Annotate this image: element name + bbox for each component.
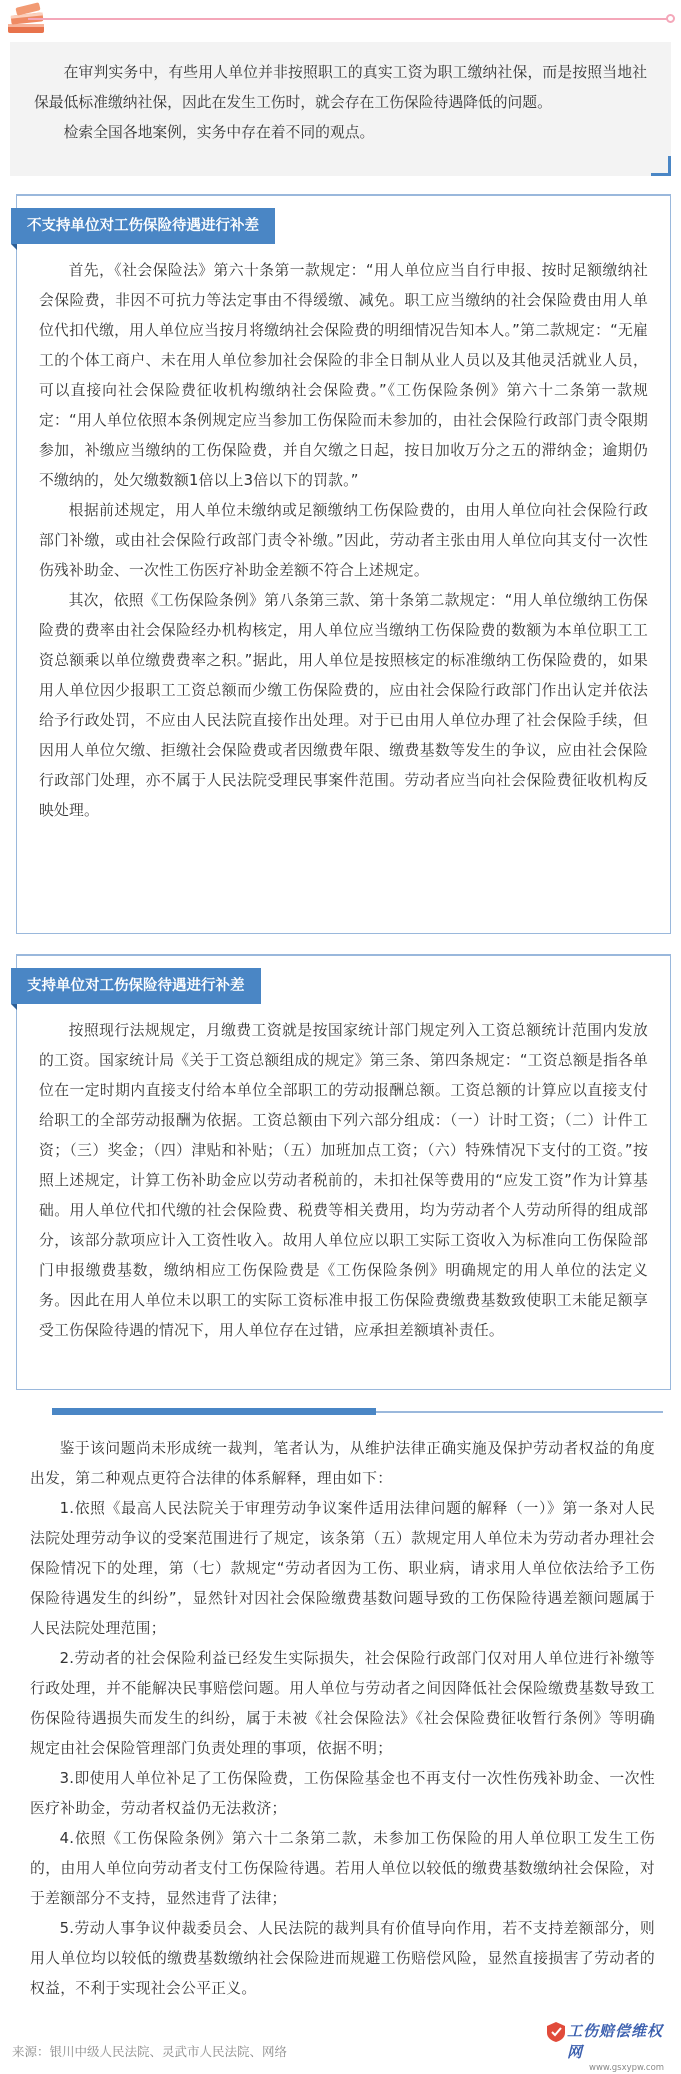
section-title: 支持单位对工伤保险待遇进行补差 (11, 968, 261, 1004)
section-paragraph: 首先，《社会保险法》第六十条第一款规定：“用人单位应当自行申报、按时足额缴纳社会保险费，非因不可抗力等法定事由不得缓缴、减免。职工应当缴纳的社会保险费由用人单位代扣代缴，用人单位应当按月将缴纳社会保险费的明细情况告知本人。”第二款规定：“无雇工的个体工商户、未在用人单位参加社会保险的非全日制从业人员以及其他灵活就业人员，可以直接向社会保险费征收机构缴纳社会保险费。”《工伤保险条例》第六十二条第一款规定：“用人单位依照本条例规定应当参加工伤保险而未参加的，由社会保险行政部门责令限期参加，补缴应当缴纳的工伤保险费，并自欠缴之日起，按日加收万分之五的滞纳金；逾期仍不缴纳的，处欠缴数额1倍以上3倍以下的罚款。” (39, 262, 648, 489)
section-paragraph: 按照现行法规规定，月缴费工资就是按国家统计部门规定列入工资总额统计范围内发放的工资。国家统计局《关于工资总额组成的规定》第三条、第四条规定：“工资总额是指各单位在一定时期内直接支付给本单位全部职工的劳动报酬总额。工资总额的计算应以直接支付给职工的全部劳动报酬为依据。工资总额由下列六部分组成：（一）计时工资；（二）计件工资；（三）奖金；（四）津贴和补贴；（五）加班加点工资；（六）特殊情况下支付的工资。”按照上述规定，计算工伤补助金应以劳动者税前的，未扣社保等费用的“应发工资”作为计算基础。用人单位代扣代缴的社会保险费、税费等相关费用，均为劳动者个人劳动所得的组成部分，该部分款项应计入工资性收入。故用人单位应以职工实际工资收入为标准向工伤保险部门申报缴费基数，缴纳相应工伤保险费是《工伤保险条例》明确规定的用人单位的法定义务。因此在用人单位未以职工的实际工资标准申报工伤保险费缴费基数致使职工未能足额享受工伤保险待遇的情况下，用人单位存在过错，应承担差额填补责任。 (39, 1022, 648, 1339)
divider (0, 1390, 681, 1430)
section-top-border (17, 954, 670, 956)
watermark-title: 工伤赔偿维权网 (567, 2022, 664, 2061)
intro-paragraph: 在审判实务中，有些用人单位并非按照职工的真实工资为职工缴纳社保，而是按照当地社保最低标准缴纳社保，因此在发生工伤时，就会存在工伤保险待遇降低的问题。 (34, 64, 647, 111)
section-paragraph: 其次，依照《工伤保险条例》第八条第三款、第十条第二款规定：“用人单位缴纳工伤保险费的费率由社会保险经办机构核定，用人单位应当缴纳工伤保险费的数额为本单位职工工资总额乘以单位缴费费率之积。”据此，用人单位是按照核定的标准缴纳工伤保险费的，如果用人单位因少报职工工资总额而少缴工伤保险费的，应由社会保险行政部门作出认定并依法给予行政处罚，不应由人民法院直接作出处理。对于已由用人单位办理了社会保险手续，但因用人单位欠缴、拒缴社会保险费或者因缴费年限、缴费基数等发生的争议，应由社会保险行政部门处理，亦不属于人民法院受理民事案件范围。劳动者应当向社会保险费征收机构反映处理。 (39, 592, 648, 819)
watermark (545, 2020, 665, 2073)
section-paragraph: 根据前述规定，用人单位未缴纳或足额缴纳工伤保险费的，由用人单位向社会保险行政部门补缴，或由社会保险行政部门责令补缴。”因此，劳动者主张由用人单位向其支付一次性伤残补助金、一次性工伤医疗补助金差额不符合上述规定。 (39, 502, 648, 579)
header-decoration (0, 0, 681, 42)
section-top-border (17, 194, 670, 196)
source-text: 来源：银川中级人民法院、灵武市人民法院、网络 (12, 2044, 288, 2059)
section-no-support (16, 194, 671, 934)
conclusion-paragraph: 1.依照《最高人民法院关于审理劳动争议案件适用法律问题的解释（一）》第一条对人民法院处理劳动争议的受案范围进行了规定，该条第（五）款规定用人单位未为劳动者办理社会保险情况下的处理，第（七）款规定“劳动者因为工伤、职业病，请求用人单位依法给予工伤保险待遇发生的纠纷”，显然针对因社会保险缴费基数问题导致的工伤保险待遇差额问题属于人民法院处理范围； (30, 1500, 655, 1637)
intro-box (10, 42, 671, 176)
header-line (28, 18, 671, 20)
conclusion-paragraph: 鉴于该问题尚未形成统一裁判，笔者认为，从维护法律正确实施及保护劳动者权益的角度出发，第二种观点更符合法律的体系解释，理由如下： (30, 1440, 655, 1487)
divider-line (376, 1411, 663, 1413)
header-dot (666, 14, 675, 23)
corner-decoration (651, 156, 671, 176)
conclusion-paragraph: 4.依照《工伤保险条例》第六十二条第二款，未参加工伤保险的用人单位职工发生工伤的，由用人单位向劳动者支付工伤保险待遇。若用人单位以较低的缴费基数缴纳社会保险，对于差额部分不支持，显然违背了法律； (30, 1830, 655, 1907)
conclusion-paragraph: 3.即使用人单位补足了工伤保险费，工伤保险基金也不再支付一次性伤残补助金、一次性医疗补助金，劳动者权益仍无法救济； (30, 1770, 655, 1817)
watermark-url: www.gsxypw.com (589, 2063, 665, 2073)
conclusion-paragraph: 2.劳动者的社会保险利益已经发生实际损失，社会保险行政部门仅对用人单位进行补缴等行政处理，并不能解决民事赔偿问题。用人单位与劳动者之间因降低社会保险缴费基数导致工伤保险待遇损失而发生的纠纷，属于未被《社会保险法》《社会保险费征收暂行条例》等明确规定由社会保险管理部门负责处理的事项，依据不明； (30, 1650, 655, 1757)
book-stack-icon (4, 2, 50, 40)
section-body (17, 194, 670, 826)
intro-paragraph: 检索全国各地案例，实务中存在着不同的观点。 (63, 124, 375, 141)
section-title: 不支持单位对工伤保险待遇进行补差 (11, 208, 275, 244)
divider-bar (52, 1408, 376, 1415)
section-body (17, 954, 670, 1346)
conclusion-section (0, 1430, 681, 2004)
logo-icon (545, 2020, 567, 2044)
section-support (16, 954, 671, 1390)
conclusion-paragraph: 5.劳动人事争议仲裁委员会、人民法院的裁判具有价值导向作用，若不支持差额部分，则用人单位均以较低的缴费基数缴纳社会保险进而规避工伤赔偿风险，显然直接损害了劳动者的权益，不利于实现社会公平正义。 (30, 1920, 655, 1997)
footer (0, 2014, 681, 2074)
